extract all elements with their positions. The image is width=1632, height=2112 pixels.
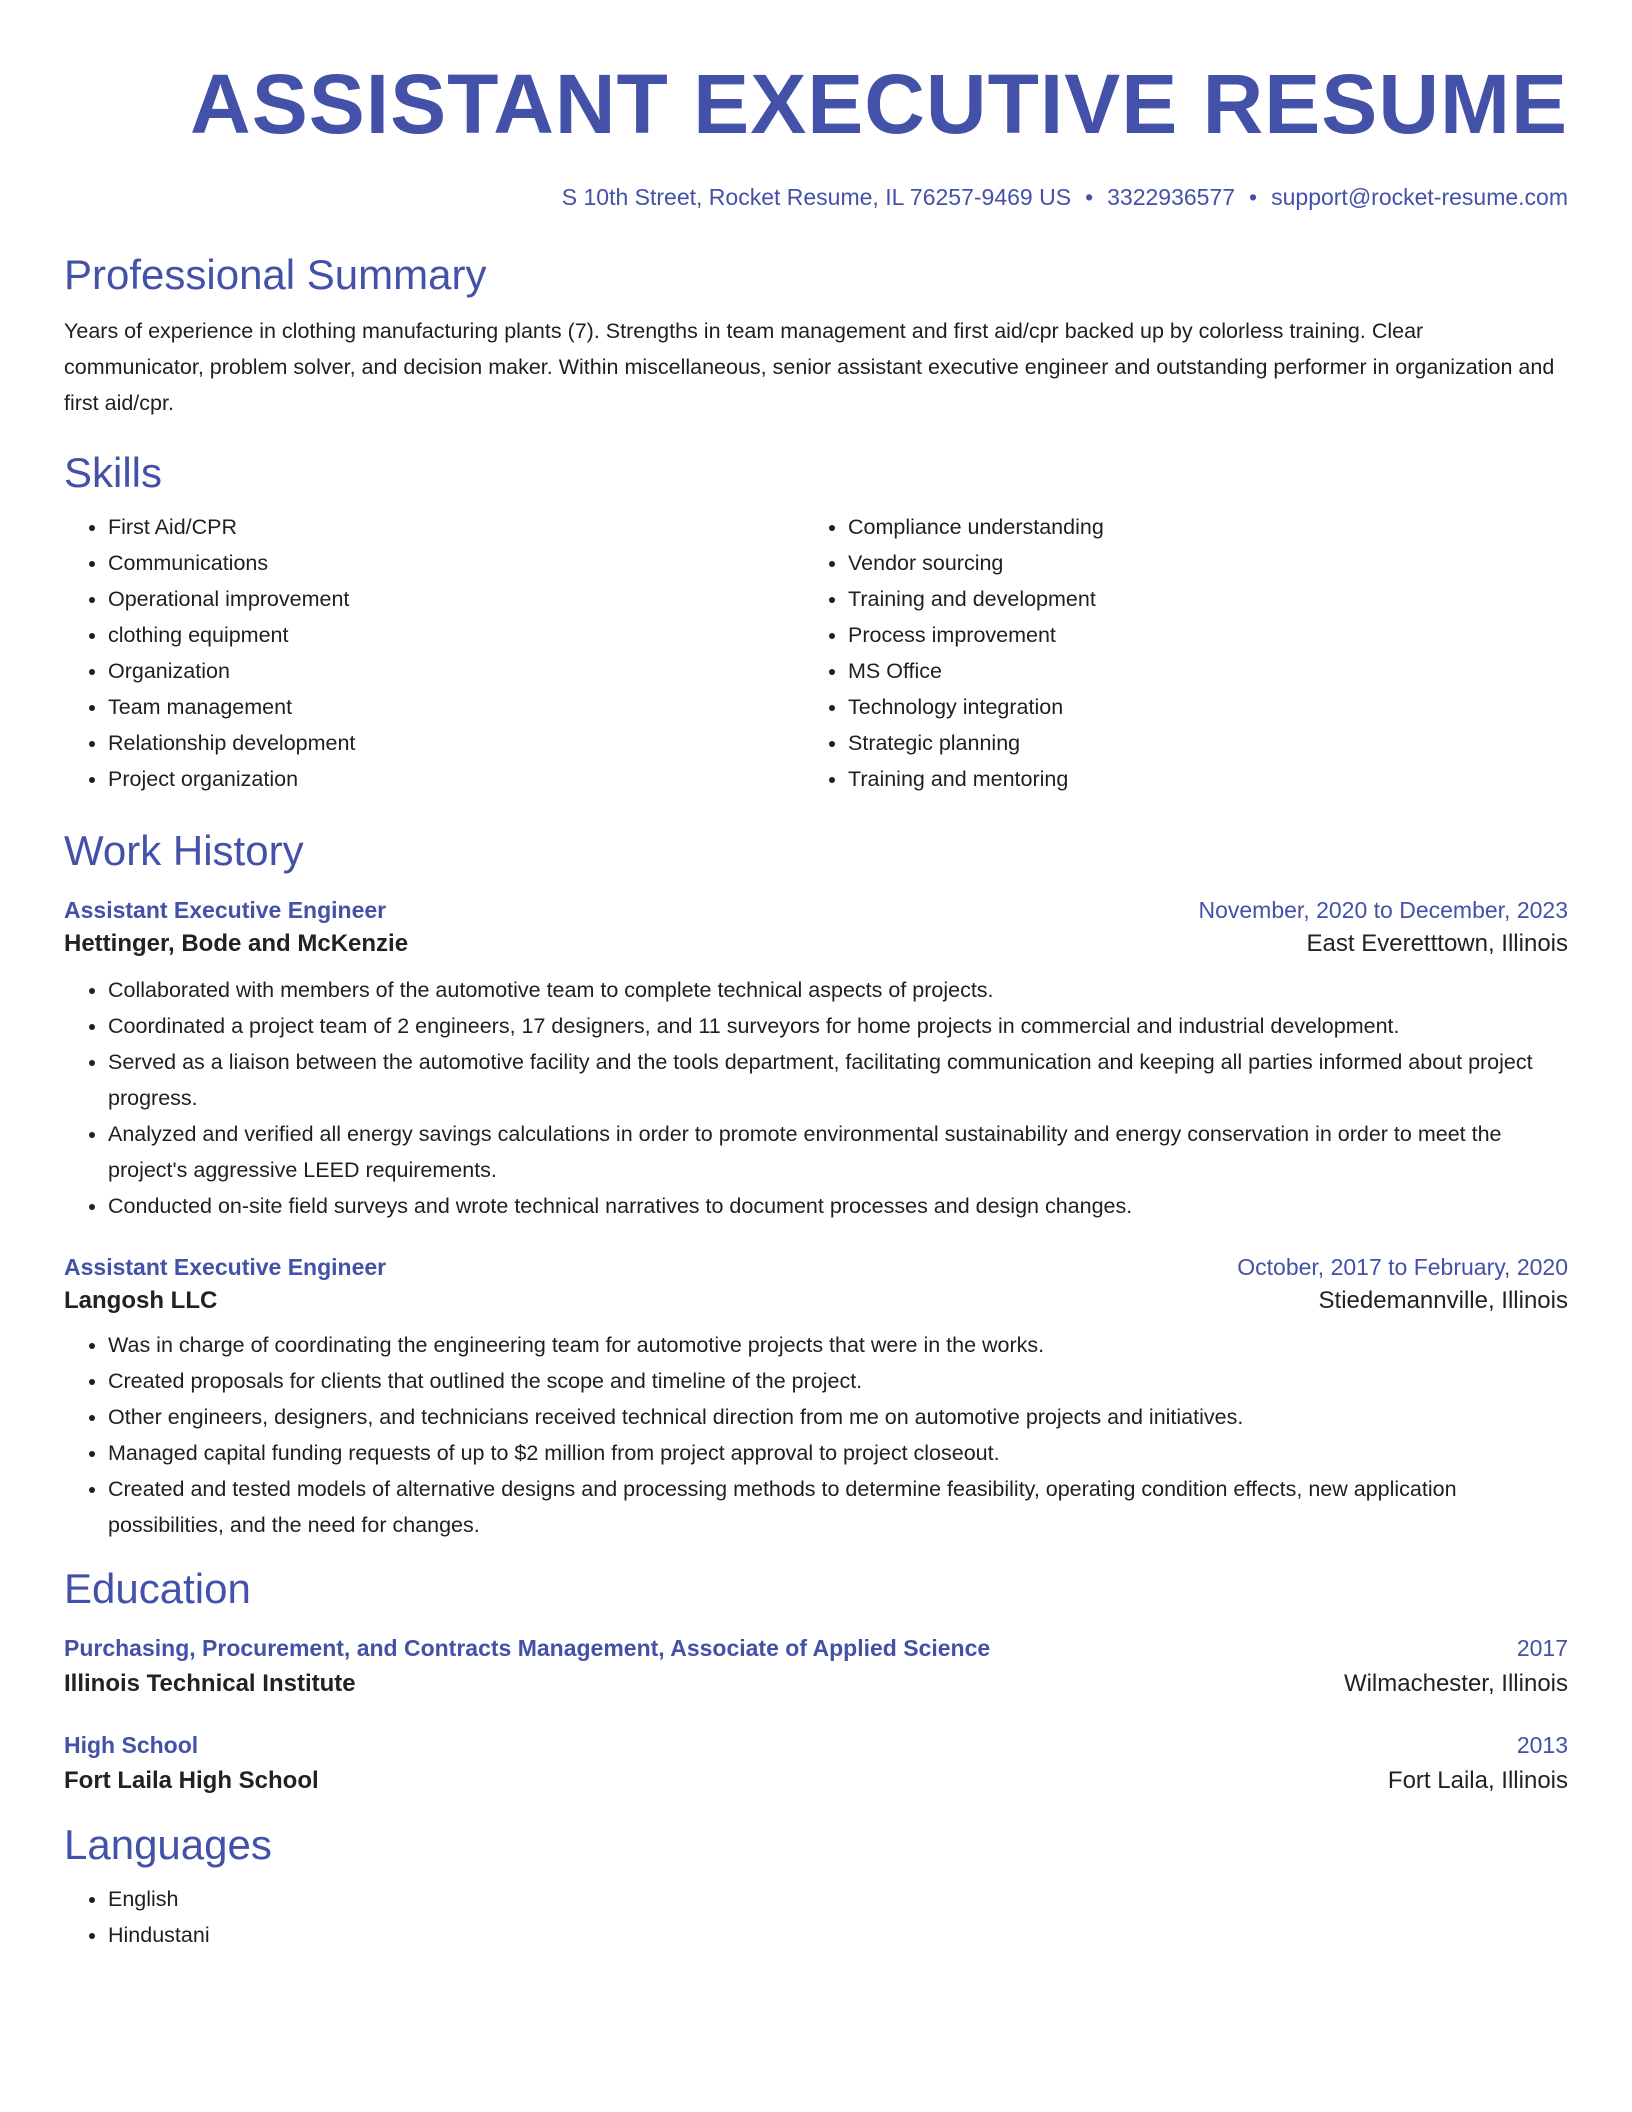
education-year: 2013 bbox=[1516, 1732, 1568, 1758]
skill-item: • Training and mentoring bbox=[848, 761, 1544, 797]
education-school-row bbox=[64, 1767, 1568, 1795]
contact-email: support@rocket-resume.com bbox=[1271, 184, 1568, 210]
job-entry bbox=[64, 1254, 1568, 1543]
job-role: Assistant Executive Engineer bbox=[64, 1254, 387, 1280]
job-company: Langosh LLC bbox=[64, 1287, 218, 1314]
job-location: East Everetttown, Illinois bbox=[1306, 930, 1568, 957]
education-entry bbox=[64, 1635, 1568, 1698]
job-bullet: • Collaborated with members of the automotive team to complete technical aspects of projects. bbox=[108, 972, 1568, 1008]
languages-heading: Languages bbox=[64, 1821, 272, 1868]
contact-line bbox=[64, 184, 1568, 211]
skill-item: • Technology integration bbox=[848, 689, 1544, 725]
job-bullet: • Coordinated a project team of 2 engineers, 17 designers, and 11 surveyors for home projects in commercial and industrial development. bbox=[108, 1008, 1568, 1044]
job-dates: November, 2020 to December, 2023 bbox=[1198, 897, 1568, 923]
skill-item: • MS Office bbox=[848, 653, 1544, 689]
contact-phone: 3322936577 bbox=[1107, 184, 1236, 210]
education-header-row bbox=[64, 1635, 1568, 1662]
job-company-row bbox=[64, 930, 1568, 958]
contact-address: S 10th Street, Rocket Resume, IL 76257-9469 US bbox=[561, 184, 1072, 210]
job-header-row bbox=[64, 1254, 1568, 1281]
skill-item: • Organization bbox=[108, 653, 804, 689]
education-heading: Education bbox=[64, 1565, 251, 1612]
work-history-heading: Work History bbox=[64, 827, 304, 874]
job-role: Assistant Executive Engineer bbox=[64, 897, 387, 923]
skill-item: • Communications bbox=[108, 545, 804, 581]
education-year: 2017 bbox=[1516, 1635, 1568, 1661]
languages-list bbox=[64, 1881, 1568, 1953]
job-company-row bbox=[64, 1287, 1568, 1315]
skill-item: • Operational improvement bbox=[108, 581, 804, 617]
job-bullet: • Other engineers, designers, and technicians received technical direction from me on automotive projects and initiatives. bbox=[108, 1399, 1568, 1435]
contact-separator: • bbox=[1249, 184, 1258, 210]
skills-column-left bbox=[64, 509, 804, 797]
job-bullet: • Was in charge of coordinating the engineering team for automotive projects that were in the works. bbox=[108, 1327, 1568, 1363]
skill-item: • clothing equipment bbox=[108, 617, 804, 653]
summary-text: Years of experience in clothing manufacturing plants (7). Strengths in team management and first aid/cpr backed up by colorless training. Clear communicator, problem solver, and decision maker. Within miscellaneous, senior assistant executive engineer and outstanding performer in organization and first aid/cpr. bbox=[64, 319, 1555, 415]
skill-item: • Training and development bbox=[848, 581, 1544, 617]
skill-item: • Vendor sourcing bbox=[848, 545, 1544, 581]
education-location: Wilmachester, Illinois bbox=[1343, 1670, 1568, 1697]
skills-heading: Skills bbox=[64, 449, 163, 496]
job-bullet: • Served as a liaison between the automotive facility and the tools department, facilitating communication and keeping all parties informed about project progress. bbox=[108, 1044, 1568, 1116]
job-bullet: • Conducted on-site field surveys and wrote technical narratives to document processes and design changes. bbox=[108, 1188, 1568, 1224]
contact-separator: • bbox=[1085, 184, 1094, 210]
resume-title: ASSISTANT EXECUTIVE RESUME bbox=[190, 57, 1568, 151]
job-bullet: • Analyzed and verified all energy savings calculations in order to promote environmental sustainability and energy conservation in order to meet the project's aggressive LEED requirements. bbox=[108, 1116, 1568, 1188]
education-header-row bbox=[64, 1732, 1568, 1759]
skill-item: • Team management bbox=[108, 689, 804, 725]
job-bullet: • Managed capital funding requests of up to $2 million from project approval to project closeout. bbox=[108, 1435, 1568, 1471]
summary-heading: Professional Summary bbox=[64, 251, 487, 298]
job-location: Stiedemannville, Illinois bbox=[1318, 1287, 1568, 1314]
job-bullets bbox=[64, 972, 1568, 1224]
skill-item: • Process improvement bbox=[848, 617, 1544, 653]
skills-list bbox=[64, 509, 1568, 797]
education-degree: High School bbox=[64, 1732, 199, 1758]
language-item: • Hindustani bbox=[108, 1917, 1568, 1953]
skill-item: • Strategic planning bbox=[848, 725, 1544, 761]
job-bullets bbox=[64, 1327, 1568, 1543]
education-entry bbox=[64, 1732, 1568, 1795]
education-school: Fort Laila High School bbox=[64, 1767, 319, 1794]
job-company: Hettinger, Bode and McKenzie bbox=[64, 930, 409, 957]
education-school: Illinois Technical Institute bbox=[64, 1670, 356, 1697]
skill-item: • Compliance understanding bbox=[848, 509, 1544, 545]
language-item: • English bbox=[108, 1881, 1568, 1917]
job-dates: October, 2017 to February, 2020 bbox=[1237, 1254, 1568, 1280]
education-degree: Purchasing, Procurement, and Contracts Management, Associate of Applied Science bbox=[64, 1635, 991, 1661]
education-location: Fort Laila, Illinois bbox=[1387, 1767, 1568, 1794]
skill-item: • Relationship development bbox=[108, 725, 804, 761]
skills-column-right bbox=[804, 509, 1544, 797]
job-bullet: • Created proposals for clients that outlined the scope and timeline of the project. bbox=[108, 1363, 1568, 1399]
job-bullet: • Created and tested models of alternative designs and processing methods to determine feasibility, operating condition effects, new application possibilities, and the need for changes. bbox=[108, 1471, 1568, 1543]
skill-item: • Project organization bbox=[108, 761, 804, 797]
education-school-row bbox=[64, 1670, 1568, 1698]
skill-item: • First Aid/CPR bbox=[108, 509, 804, 545]
job-header-row bbox=[64, 897, 1568, 924]
job-entry bbox=[64, 897, 1568, 1224]
